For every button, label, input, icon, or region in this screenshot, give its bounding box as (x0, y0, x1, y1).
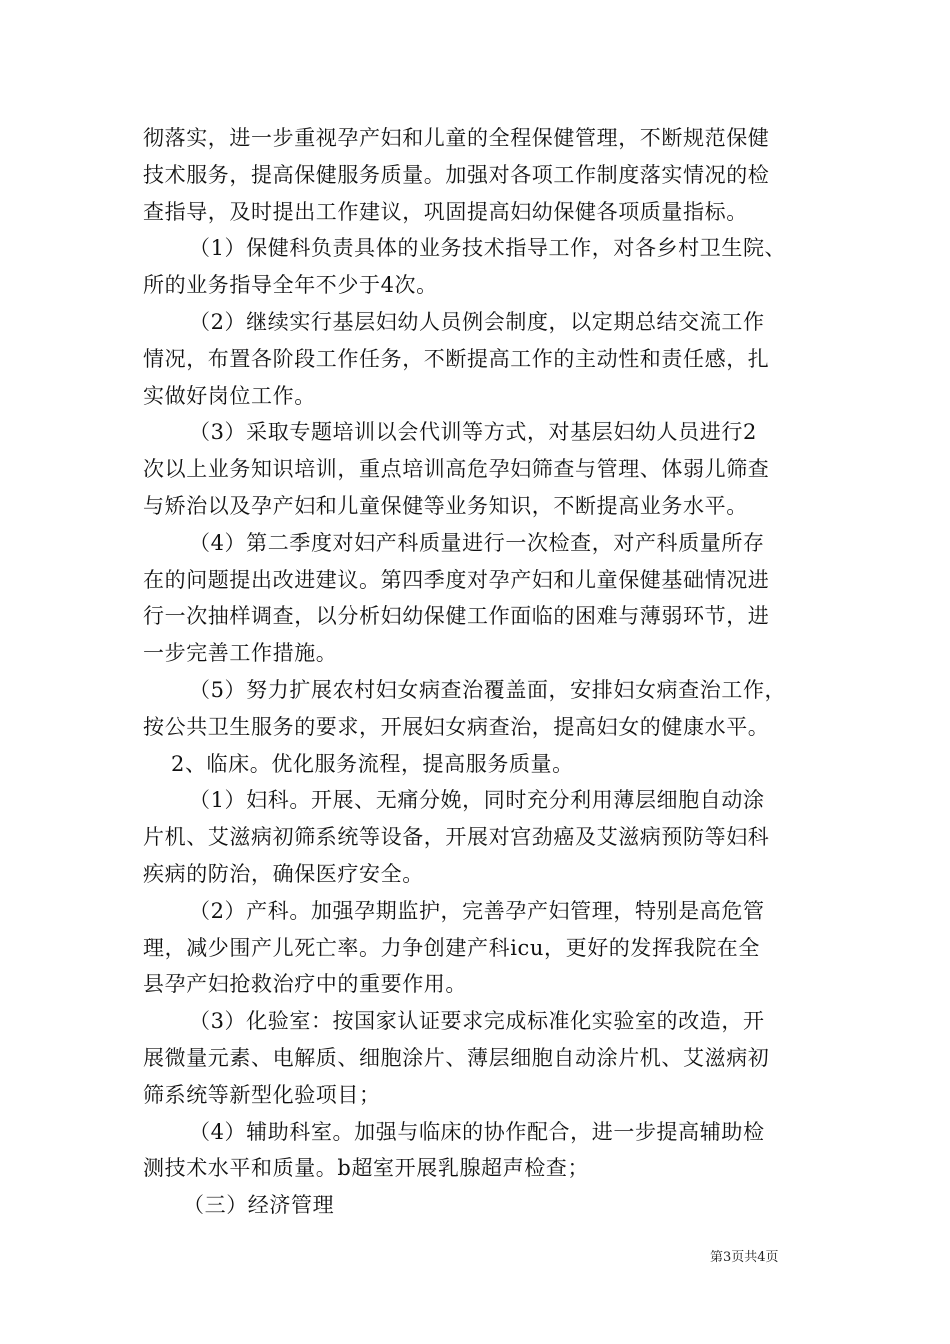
text-line: （3）采取专题培训以会代训等方式，对基层妇幼人员进行2 (189, 420, 757, 445)
text-line: 在的问题提出改进建议。第四季度对孕产妇和儿童保健基础情况进 (143, 567, 770, 592)
text-line: （4）辅助科室。加强与临床的协作配合，进一步提高辅助检 (189, 1119, 765, 1144)
text-line: （3）化验室：按国家认证要求完成标准化实验室的改造，开 (189, 1009, 765, 1034)
text-line: 技术服务，提高保健服务质量。加强对各项工作制度落实情况的检 (143, 162, 770, 187)
text-line: （2）产科。加强孕期监护，完善孕产妇管理，特别是高危管 (189, 898, 765, 923)
page-number: 第3页共4页 (710, 1250, 779, 1265)
text-line: 次以上业务知识培训，重点培训高危孕妇筛查与管理、体弱儿筛查 (143, 457, 770, 482)
document-body (143, 120, 833, 1224)
text-line: 所的业务指导全年不少于4次。 (143, 273, 438, 298)
text-line: 县孕产妇抢救治疗中的重要作用。 (143, 972, 467, 997)
text-line: 测技术水平和质量。b超室开展乳腺超声检查； (143, 1156, 590, 1181)
text-line: （1）妇科。开展、无痛分娩，同时充分利用薄层细胞自动涂 (189, 788, 765, 813)
text-line: （4）第二季度对妇产科质量进行一次检查，对产科质量所存 (189, 530, 765, 555)
text-line: （5）努力扩展农村妇女病查治覆盖面，安排妇女病查治工作， (189, 677, 787, 702)
text-line: 疾病的防治，确保医疗安全。 (143, 861, 424, 886)
text-line: （2）继续实行基层妇幼人员例会制度，以定期总结交流工作 (189, 309, 765, 334)
text-line: 筛系统等新型化验项目； (143, 1082, 381, 1107)
text-line: 一步完善工作措施。 (143, 641, 338, 666)
text-line: 理，减少围产儿死亡率。力争创建产科icu，更好的发挥我院在全 (143, 935, 760, 960)
text-line: 彻落实，进一步重视孕产妇和儿童的全程保健管理，不断规范保健 (143, 126, 770, 150)
text-line: （1）保健科负责具体的业务技术指导工作，对各乡村卫生院、 (189, 236, 787, 261)
text-line: 与矫治以及孕产妇和儿童保健等业务知识，不断提高业务水平。 (143, 493, 748, 518)
text-line: 片机、艾滋病初筛系统等设备，开展对宫劲癌及艾滋病预防等妇科 (143, 825, 770, 850)
section-heading: （三）经济管理 (183, 1193, 335, 1218)
text-line: 查指导，及时提出工作建议，巩固提高妇幼保健各项质量指标。 (143, 199, 748, 224)
text-line: 情况，布置各阶段工作任务，不断提高工作的主动性和责任感，扎 (143, 346, 770, 371)
text-line: 按公共卫生服务的要求，开展妇女病查治，提高妇女的健康水平。 (143, 714, 770, 739)
text-line: 行一次抽样调查，以分析妇幼保健工作面临的困难与薄弱环节，进 (143, 604, 770, 629)
text-line: 实做好岗位工作。 (143, 383, 316, 408)
text-line: 展微量元素、电解质、细胞涂片、薄层细胞自动涂片机、艾滋病初 (143, 1045, 770, 1070)
section-heading: 2、临床。优化服务流程，提高服务质量。 (171, 751, 574, 776)
